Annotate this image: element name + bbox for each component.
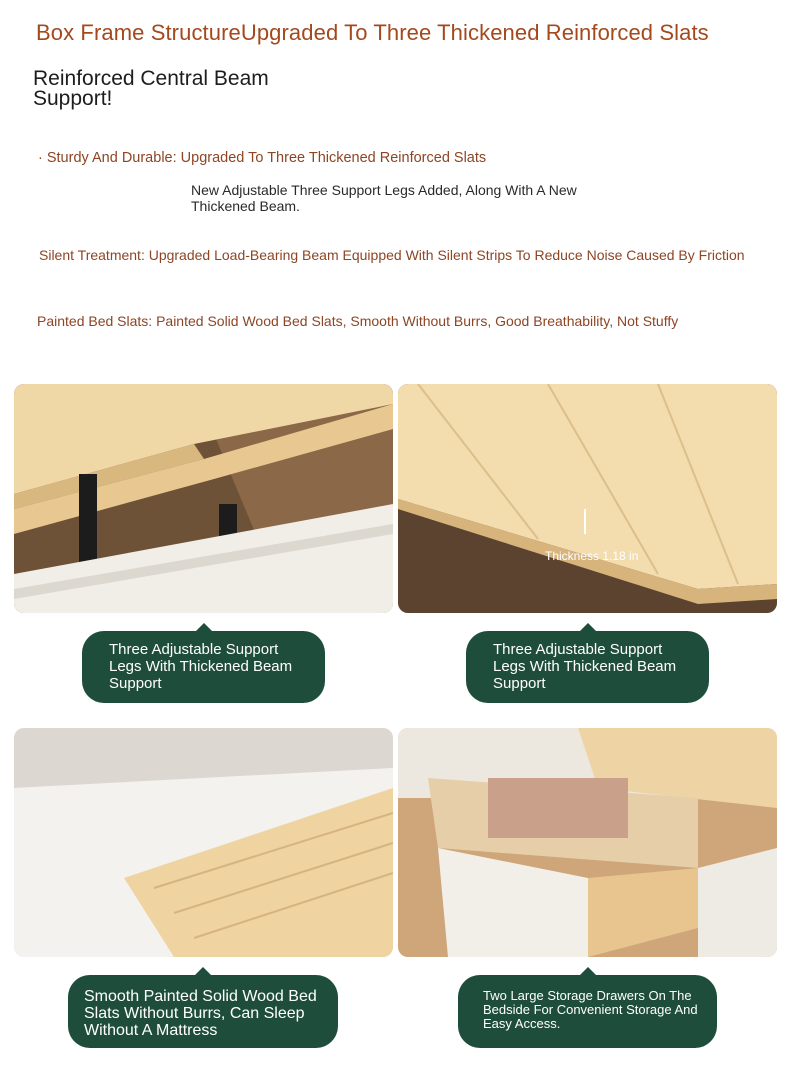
support-legs-photo xyxy=(14,384,393,613)
slats-thickness-photo xyxy=(398,384,777,613)
painted-slats-photo xyxy=(14,728,393,957)
caption-bubble: Three Adjustable Support Legs With Thickened Beam Support xyxy=(466,631,709,703)
page-subtitle: Reinforced Central Beam Support! xyxy=(33,67,269,110)
feature-painted: Painted Bed Slats: Painted Solid Wood Bed Slats, Smooth Without Burrs, Good Breathability, Not Stuffy xyxy=(37,313,679,329)
feature-silent: Silent Treatment: Upgraded Load-Bearing Beam Equipped With Silent Strips To Reduce Noise Caused By Friction xyxy=(39,247,745,263)
feature-sturdy: · Sturdy And Durable: Upgraded To Three Thickened Reinforced Slats xyxy=(38,150,487,166)
thickness-label: Thickness 1.18 in xyxy=(545,549,639,563)
storage-drawer-photo xyxy=(398,728,777,957)
caption-bubble: Three Adjustable Support Legs With Thickened Beam Support xyxy=(82,631,325,703)
caption-bubble: Two Large Storage Drawers On The Bedside For Convenient Storage And Easy Access. xyxy=(458,975,717,1048)
caption-bubble: Smooth Painted Solid Wood Bed Slats Without Burrs, Can Sleep Without A Mattress xyxy=(68,975,338,1048)
feature-legs: New Adjustable Three Support Legs Added, Along With A New Thickened Beam. xyxy=(191,182,577,214)
page-title: Box Frame StructureUpgraded To Three Thickened Reinforced Slats xyxy=(36,20,709,45)
